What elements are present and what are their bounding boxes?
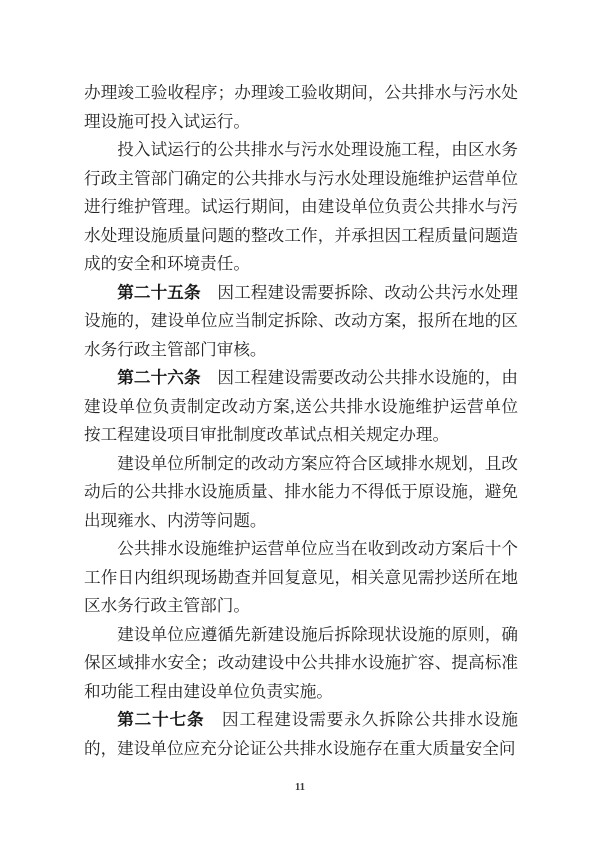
document-text-block (84, 79, 518, 763)
text-line: 保区域排水安全；改动建设中公共排水设施扩容、提高标准 (84, 653, 518, 672)
text-line: 和功能工程由建设单位负责实施。 (84, 681, 333, 701)
text-line: 办理竣工验收程序；办理竣工验收期间，公共排水与污水处 (84, 83, 518, 102)
text-line: 第二十六条 因工程建设需要改动公共排水设施的，由 (117, 368, 519, 387)
text-line: 设施的，建设单位应当制定拆除、改动方案，报所在地的区 (84, 311, 518, 330)
page-number: 11 (295, 782, 305, 793)
article-paragraph (84, 279, 518, 365)
body-paragraph (84, 79, 518, 136)
body-paragraph (84, 136, 518, 279)
text-line: 区水务行政主管部门。 (84, 596, 250, 615)
text-line: 第二十五条 因工程建设需要拆除、改动公共污水处理 (117, 282, 519, 302)
text-line: 成的安全和环境责任。 (84, 254, 250, 273)
article-number: 第二十七条 (117, 710, 205, 729)
body-paragraph (84, 450, 518, 536)
article-paragraph (84, 364, 518, 450)
body-paragraph (84, 535, 518, 621)
article-number: 第二十六条 (117, 368, 201, 387)
text-line: 出现雍水、内涝等问题。 (84, 510, 267, 530)
text-line: 投入试运行的公共排水与污水处理设施工程，由区水务 (117, 140, 518, 159)
text-line: 理设施可投入试运行。 (84, 111, 250, 131)
text-line: 建设单位所制定的改动方案应符合区域排水规划，且改 (117, 453, 518, 473)
text-line: 建设单位负责制定改动方案,送公共排水设施维护运营单位 (84, 396, 518, 416)
article-number: 第二十五条 (117, 282, 201, 302)
text-line: 按工程建设项目审批制度改革试点相关规定办理。 (84, 425, 450, 444)
text-line: 建设单位应遵循先新建设施后拆除现状设施的原则，确 (117, 624, 518, 644)
text-line: 工作日内组织现场勘查并回复意见，相关意见需抄送所在地 (84, 567, 518, 587)
text-line: 进行维护管理。试运行期间，由建设单位负责公共排水与污 (84, 197, 518, 216)
text-line: 水务行政主管部门审核。 (84, 339, 267, 359)
body-paragraph (84, 621, 518, 707)
text-line: 的，建设单位应充分论证公共排水设施存在重大质量安全问 (84, 738, 516, 758)
text-line: 水处理设施质量问题的整改工作，并承担因工程质量问题造 (84, 225, 518, 245)
text-line: 动后的公共排水设施质量、排水能力不得低于原设施，避免 (84, 482, 518, 501)
text-line: 公共排水设施维护运营单位应当在收到改动方案后十个 (117, 539, 518, 558)
text-line: 行政主管部门确定的公共排水与污水处理设施维护运营单位 (84, 168, 518, 188)
article-paragraph (84, 706, 518, 763)
text-line: 第二十七条 因工程建设需要永久拆除公共排水设施 (117, 710, 519, 729)
